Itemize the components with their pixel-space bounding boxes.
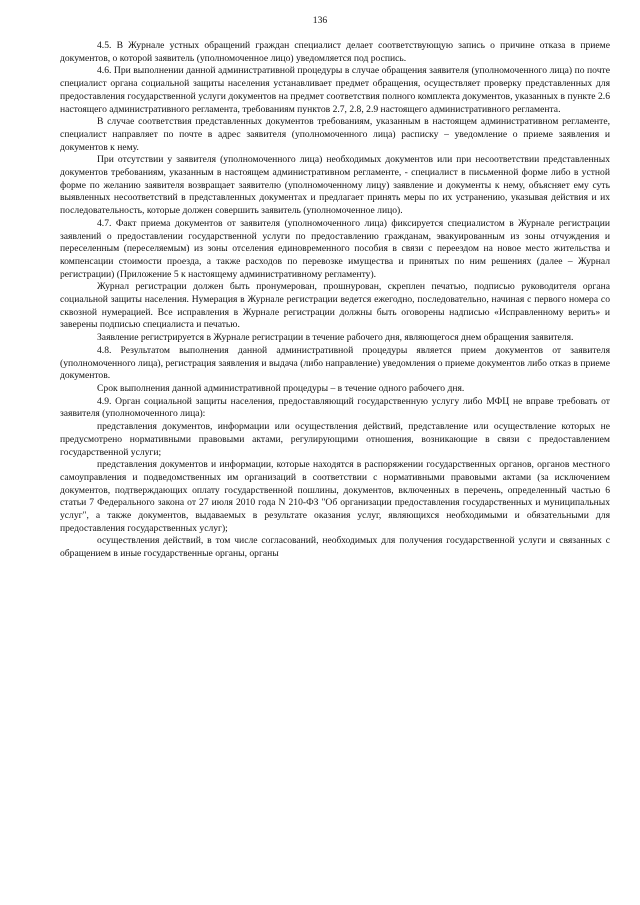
paragraph-list-item-1: представления документов, информации или осуществления действий, представление или осуществление которых не предусмотрено нормативными правовыми актами, регулирующими отношения, возникающие в связи с предоставлением государственной услуги; <box>60 421 610 458</box>
paragraph-journal: Журнал регистрации должен быть пронумерован, прошнурован, скреплен печатью, подписью руководителя органа социальной защиты населения. Нумерация в Журнале регистрации ведется ежегодно, последовательно, начиная с первого номера со сквозной нумерацией. Все исправления в Журнале регистрации должны быть оговорены надписью «Исправленному верить» и заверены подписью специалиста и печатью. <box>60 281 610 331</box>
paragraph-4-5: 4.5. В Журнале устных обращений граждан специалист делает соответствующую запись о причине отказа в приеме документов, о которой заявитель (уполномоченное лицо) уведомляется под роспись. <box>60 40 610 64</box>
paragraph-registration: Заявление регистрируется в Журнале регистрации в течение рабочего дня, являющегося днем обращения заявителя. <box>97 332 574 344</box>
paragraph-list-item-3: осуществления действий, в том числе согласований, необходимых для получения государственной услуги и связанных с обращением в иные государственные органы, органы <box>60 535 610 560</box>
paragraph-4-9: 4.9. Орган социальной защиты населения, предоставляющий государственную услугу либо МФЦ не вправе требовать от заявителя (уполномоченного лица): <box>60 395 610 420</box>
paragraph-4-6: 4.6. При выполнении данной административной процедуры в случае обращения заявителя (уполномоченного лица) по почте специалист органа социальной защиты населения устанавливает предмет обращения, осуществляет проверку представленных для предоставления государственной услуги документов на предмет соответствия полного комплекта документов, указанных в пункте 2.6 настоящего административного регламента, требованиям пунктов 2.7, 2.8, 2.9 настоящего административного регламента. <box>60 65 610 115</box>
paragraph-deadline: Срок выполнения данной административной процедуры – в течение одного рабочего дня. <box>97 382 465 394</box>
paragraph-absence: При отсутствии у заявителя (уполномоченного лица) необходимых документов или при несоответствии представленных документов требованиям, указанным в настоящем административном регламенте, - специалист в письменной форме либо в устной форме по желанию заявителя возвращает заявителю (уполномоченному лицу) заявление и документы к нему, объясняет ему суть выявленных несоответствий в представленных документах и предлагает принять меры по их устранению, указывая действия и их последовательность, которые должен совершить заявитель (уполномоченное лицо). <box>60 154 610 217</box>
paragraph-compliance: В случае соответствия представленных документов требованиям, указанным в настоящем административном регламенте, специалист направляет по почте в адрес заявителя (уполномоченного лица) расписку – уведомление о приеме заявления и документов к нему. <box>60 116 610 153</box>
paragraph-list-item-2: представления документов и информации, которые находятся в распоряжении государственных органов, органов местного самоуправления и подведомственных им организаций в соответствии с нормативными правовыми актами (за исключением документов, подтверждающих оплату государственной пошлины, документов, включенных в перечень, определенный частью 6 статьи 7 Федерального закона от 27 июля 2010 года N 210-ФЗ "Об организации предоставления государственных и муниципальных услуг", а также документов, выдаваемых в результате оказания услуг, являющихся необходимыми и обязательными для предоставления государственных услуг); <box>60 459 610 534</box>
paragraph-4-7: 4.7. Факт приема документов от заявителя (уполномоченного лица) фиксируется специалистом в Журнале регистрации заявлений о предоставлении государственной услуги по предоставлению гражданам, эвакуированным из зоны отчуждения и переселенным (переселяемым) из зоны отселения единовременного пособия в связи с переездом на новое место жительства и компенсации стоимости проезда, а также расходов по перевозке имущества и принятых по ним решениях (далее – Журнал регистрации) (Приложение 5 к настоящему административному регламенту). <box>60 217 610 280</box>
document-body <box>60 40 610 561</box>
page-number: 136 <box>312 15 328 26</box>
paragraph-4-8: 4.8. Результатом выполнения данной административной процедуры является прием документов от заявителя (уполномоченного лица), регистрация заявления и выдача (либо направление) уведомления о приеме документов либо отказ в приеме документов. <box>60 344 610 382</box>
